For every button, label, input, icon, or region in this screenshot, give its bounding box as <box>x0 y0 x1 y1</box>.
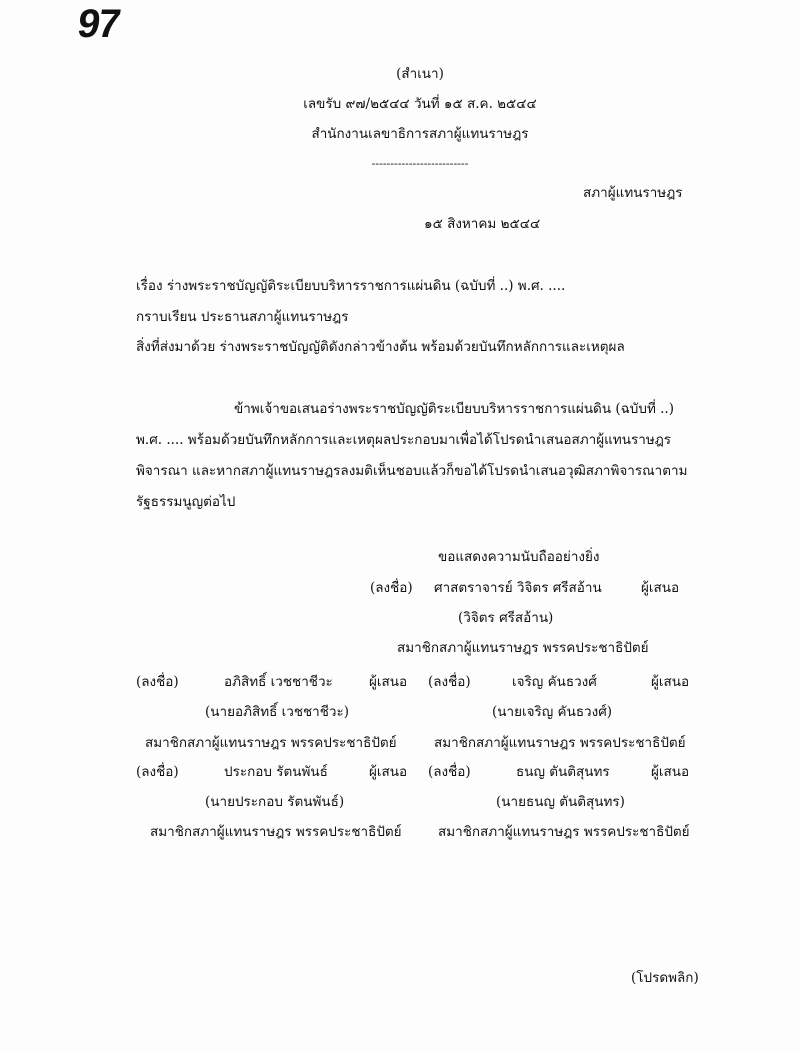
cosigner-name: ประกอบ รัตนพันธ์ <box>224 764 328 780</box>
please-turn-over: (โปรดพลิก) <box>631 970 699 986</box>
body-line: ข้าพเจ้าขอเสนอร่างพระราชบัญญัติระเบียบบริหารราชการแผ่นดิน (ฉบับที่ ..) <box>234 401 674 417</box>
cosigner-paren: (นายอภิสิทธิ์ เวชชาชีวะ) <box>205 704 350 720</box>
main-signer-name: ศาสตราจารย์ วิจิตร ศรีสอ้าน <box>434 580 602 596</box>
cosigner-position: สมาชิกสภาผู้แทนราษฎร พรรคประชาธิปัตย์ <box>150 824 402 840</box>
cosigner-paren: (นายเจริญ คันธวงศ์) <box>492 704 613 720</box>
signature-label: (ลงชื่อ) <box>428 674 471 690</box>
cosigner-paren: (นายธนญ ตันติสุนทร) <box>496 794 625 810</box>
proposer-label: ผู้เสนอ <box>651 674 690 690</box>
cosigner-position: สมาชิกสภาผู้แทนราษฎร พรรคประชาธิปัตย์ <box>434 735 686 751</box>
copy-label: (สำเนา) <box>396 66 444 82</box>
signature-label: (ลงชื่อ) <box>136 674 179 690</box>
signature-label: (ลงชื่อ) <box>428 764 471 780</box>
cosigner-position: สมาชิกสภาผู้แทนราษฎร พรรคประชาธิปัตย์ <box>438 824 690 840</box>
closing: ขอแสดงความนับถืออย่างยิ่ง <box>438 549 600 565</box>
body-line: พิจารณา และหากสภาผู้แทนราษฎรลงมติเห็นชอบแล้วก็ขอได้โปรดนำเสนอวุฒิสภาพิจารณาตาม <box>136 463 688 479</box>
handwritten-page-number: 97 <box>74 2 122 46</box>
cosigner-paren: (นายประกอบ รัตนพันธ์) <box>205 794 345 810</box>
proposer-label: ผู้เสนอ <box>641 580 680 596</box>
addressee-line: กราบเรียน ประธานสภาผู้แทนราษฎร <box>136 309 349 325</box>
proposer-label: ผู้เสนอ <box>369 674 408 690</box>
document-date: ๑๕ สิงหาคม ๒๕๔๔ <box>424 216 541 232</box>
receipt-line: เลขรับ ๙๗/๒๕๔๔ วันที่ ๑๕ ส.ค. ๒๕๔๔ <box>303 96 537 112</box>
enclosure-line: สิ่งที่ส่งมาด้วย ร่างพระราชบัญญัติดังกล่าวข้างต้น พร้อมด้วยบันทึกหลักการและเหตุผล <box>136 339 625 355</box>
signature-label: (ลงชื่อ) <box>370 580 413 596</box>
body-line: พ.ศ. .... พร้อมด้วยบันทึกหลักการและเหตุผลประกอบมาเพื่อได้โปรดนำเสนอสภาผู้แทนราษฎร <box>136 432 672 448</box>
proposer-label: ผู้เสนอ <box>369 764 408 780</box>
cosigner-position: สมาชิกสภาผู้แทนราษฎร พรรคประชาธิปัตย์ <box>145 735 397 751</box>
cosigner-name: ธนญ ตันติสุนทร <box>516 764 610 780</box>
header-separator: -------------------------- <box>371 157 469 170</box>
cosigner-name: เจริญ คันธวงศ์ <box>512 674 597 690</box>
signature-label: (ลงชื่อ) <box>136 764 179 780</box>
main-signer-position: สมาชิกสภาผู้แทนราษฎร พรรคประชาธิปัตย์ <box>397 640 649 656</box>
body-line: รัฐธรรมนูญต่อไป <box>136 494 236 510</box>
subject-line: เรื่อง ร่างพระราชบัญญัติระเบียบบริหารราชการแผ่นดิน (ฉบับที่ ..) พ.ศ. .... <box>136 278 566 294</box>
organization: สภาผู้แทนราษฎร <box>583 185 683 201</box>
office-line: สำนักงานเลขาธิการสภาผู้แทนราษฎร <box>311 126 529 142</box>
main-signer-paren: (วิจิตร ศรีสอ้าน) <box>458 610 554 626</box>
cosigner-name: อภิสิทธิ์ เวชชาชีวะ <box>224 674 333 690</box>
proposer-label: ผู้เสนอ <box>651 764 690 780</box>
